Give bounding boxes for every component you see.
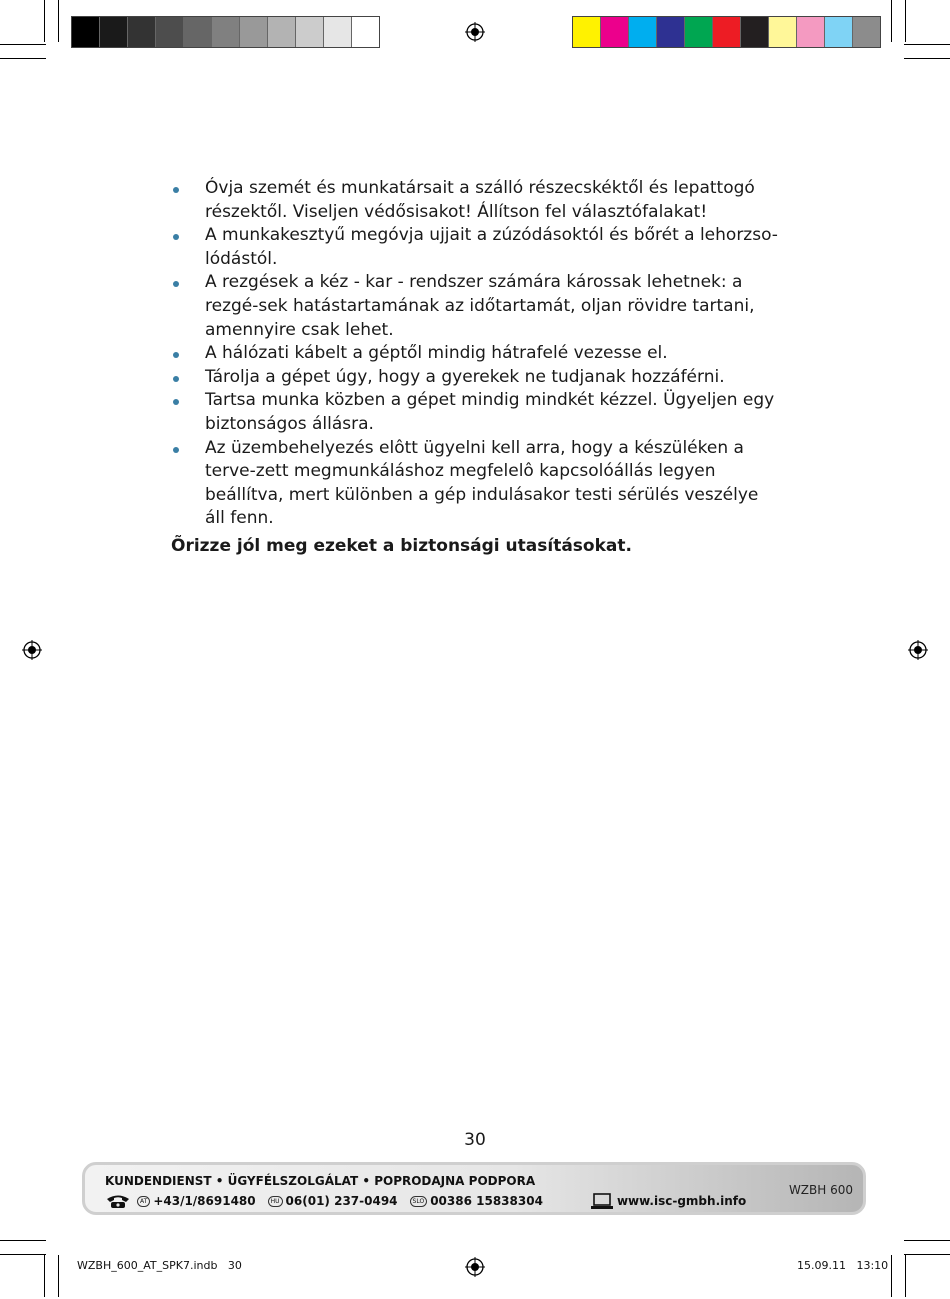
color-swatch (797, 17, 825, 47)
closing-statement: Õrizze jól meg ezeket a biztonsági utasításokat. (171, 536, 632, 556)
crop-mark (0, 1240, 46, 1241)
bullet-icon (173, 447, 179, 453)
country-tag: AT (137, 1196, 150, 1207)
color-swatch (657, 17, 685, 47)
bullet-list (171, 177, 781, 531)
list-item: Tárolja a gépet úgy, hogy a gyerekek ne tudjanak hozzáférni. (171, 366, 781, 390)
telephone-icon (105, 1193, 131, 1209)
crop-mark (58, 0, 59, 42)
registration-mark-icon (465, 1257, 485, 1277)
service-title: KUNDENDIENST • ÜGYFÉLSZOLGÁLAT • POPRODAJNA PODPORA (105, 1174, 536, 1188)
color-swatch (629, 17, 657, 47)
process-color-bar (572, 16, 881, 48)
phone-number: 06(01) 237-0494 (285, 1194, 398, 1208)
bullet-icon (173, 187, 179, 193)
color-swatch (685, 17, 713, 47)
crop-mark (891, 0, 892, 42)
color-swatch (769, 17, 797, 47)
color-swatch (128, 17, 156, 47)
phone-number: +43/1/8691480 (153, 1194, 256, 1208)
page-number: 30 (464, 1130, 486, 1150)
color-swatch (72, 17, 100, 47)
crop-mark (904, 1240, 950, 1241)
list-item: A munkakesztyű megóvja ujjait a zúzódásoktól és bőrét a lehorzso-lódástól. (171, 224, 781, 271)
grayscale-color-bar (71, 16, 380, 48)
print-timestamp: 15.09.11 13:10 (797, 1259, 889, 1272)
registration-mark-icon (465, 22, 485, 42)
color-swatch (601, 17, 629, 47)
country-tag: HU (268, 1196, 283, 1207)
bullet-icon (173, 234, 179, 240)
registration-mark-icon (22, 640, 42, 660)
bullet-icon (173, 281, 179, 287)
color-swatch (268, 17, 296, 47)
service-contacts (105, 1192, 746, 1210)
bullet-icon (173, 399, 179, 405)
crop-mark (44, 0, 45, 42)
list-item: Az üzembehelyezés elôtt ügyelni kell arra, hogy a készüléken a terve-zett megmunkáláshoz megfelelô kapcsolóállás legyen beállítva, mert különben a gép indulásakor testi sérülés veszélye áll fenn. (171, 437, 781, 531)
color-swatch (324, 17, 352, 47)
list-item: Óvja szemét és munkatársait a szálló részecskéktől és lepattogó részektől. Viseljen védősisakot! Állítson fel választófalakat! (171, 177, 781, 224)
color-swatch (573, 17, 601, 47)
list-item: A hálózati kábelt a géptől mindig hátrafelé vezesse el. (171, 342, 781, 366)
color-swatch (853, 17, 880, 47)
file-slug: WZBH_600_AT_SPK7.indb 30 (77, 1259, 242, 1272)
model-name: WZBH 600 (788, 1183, 853, 1197)
color-swatch (156, 17, 184, 47)
crop-mark (58, 1255, 59, 1297)
color-swatch (240, 17, 268, 47)
color-swatch (184, 17, 212, 47)
crop-mark (904, 1254, 950, 1255)
registration-mark-icon (908, 640, 928, 660)
color-swatch (352, 17, 379, 47)
crop-mark (0, 58, 46, 59)
color-swatch (212, 17, 240, 47)
website-link[interactable]: www.isc-gmbh.info (616, 1194, 747, 1208)
color-swatch (100, 17, 128, 47)
color-swatch (825, 17, 853, 47)
laptop-icon (591, 1192, 613, 1210)
phone-number: 00386 15838304 (430, 1194, 543, 1208)
crop-mark (905, 1255, 906, 1297)
bullet-icon (173, 376, 179, 382)
crop-mark (891, 1255, 892, 1297)
crop-mark (904, 58, 950, 59)
country-tag: SLO (410, 1196, 428, 1207)
crop-mark (0, 1254, 46, 1255)
color-swatch (296, 17, 324, 47)
crop-mark (904, 44, 950, 45)
customer-service-footer (82, 1162, 866, 1215)
bullet-icon (173, 352, 179, 358)
list-item: A rezgések a kéz - kar - rendszer számára károssak lehetnek: a rezgé-sek hatástartamának az időtartamát, oljan rövidre tartani, amennyire csak lehet. (171, 271, 781, 342)
crop-mark (44, 1255, 45, 1297)
color-swatch (741, 17, 769, 47)
crop-mark (905, 0, 906, 42)
list-item: Tartsa munka közben a gépet mindig mindkét kézzel. Ügyeljen egy biztonságos állásra. (171, 389, 781, 436)
safety-instructions (171, 177, 781, 531)
color-swatch (713, 17, 741, 47)
crop-mark (0, 44, 46, 45)
